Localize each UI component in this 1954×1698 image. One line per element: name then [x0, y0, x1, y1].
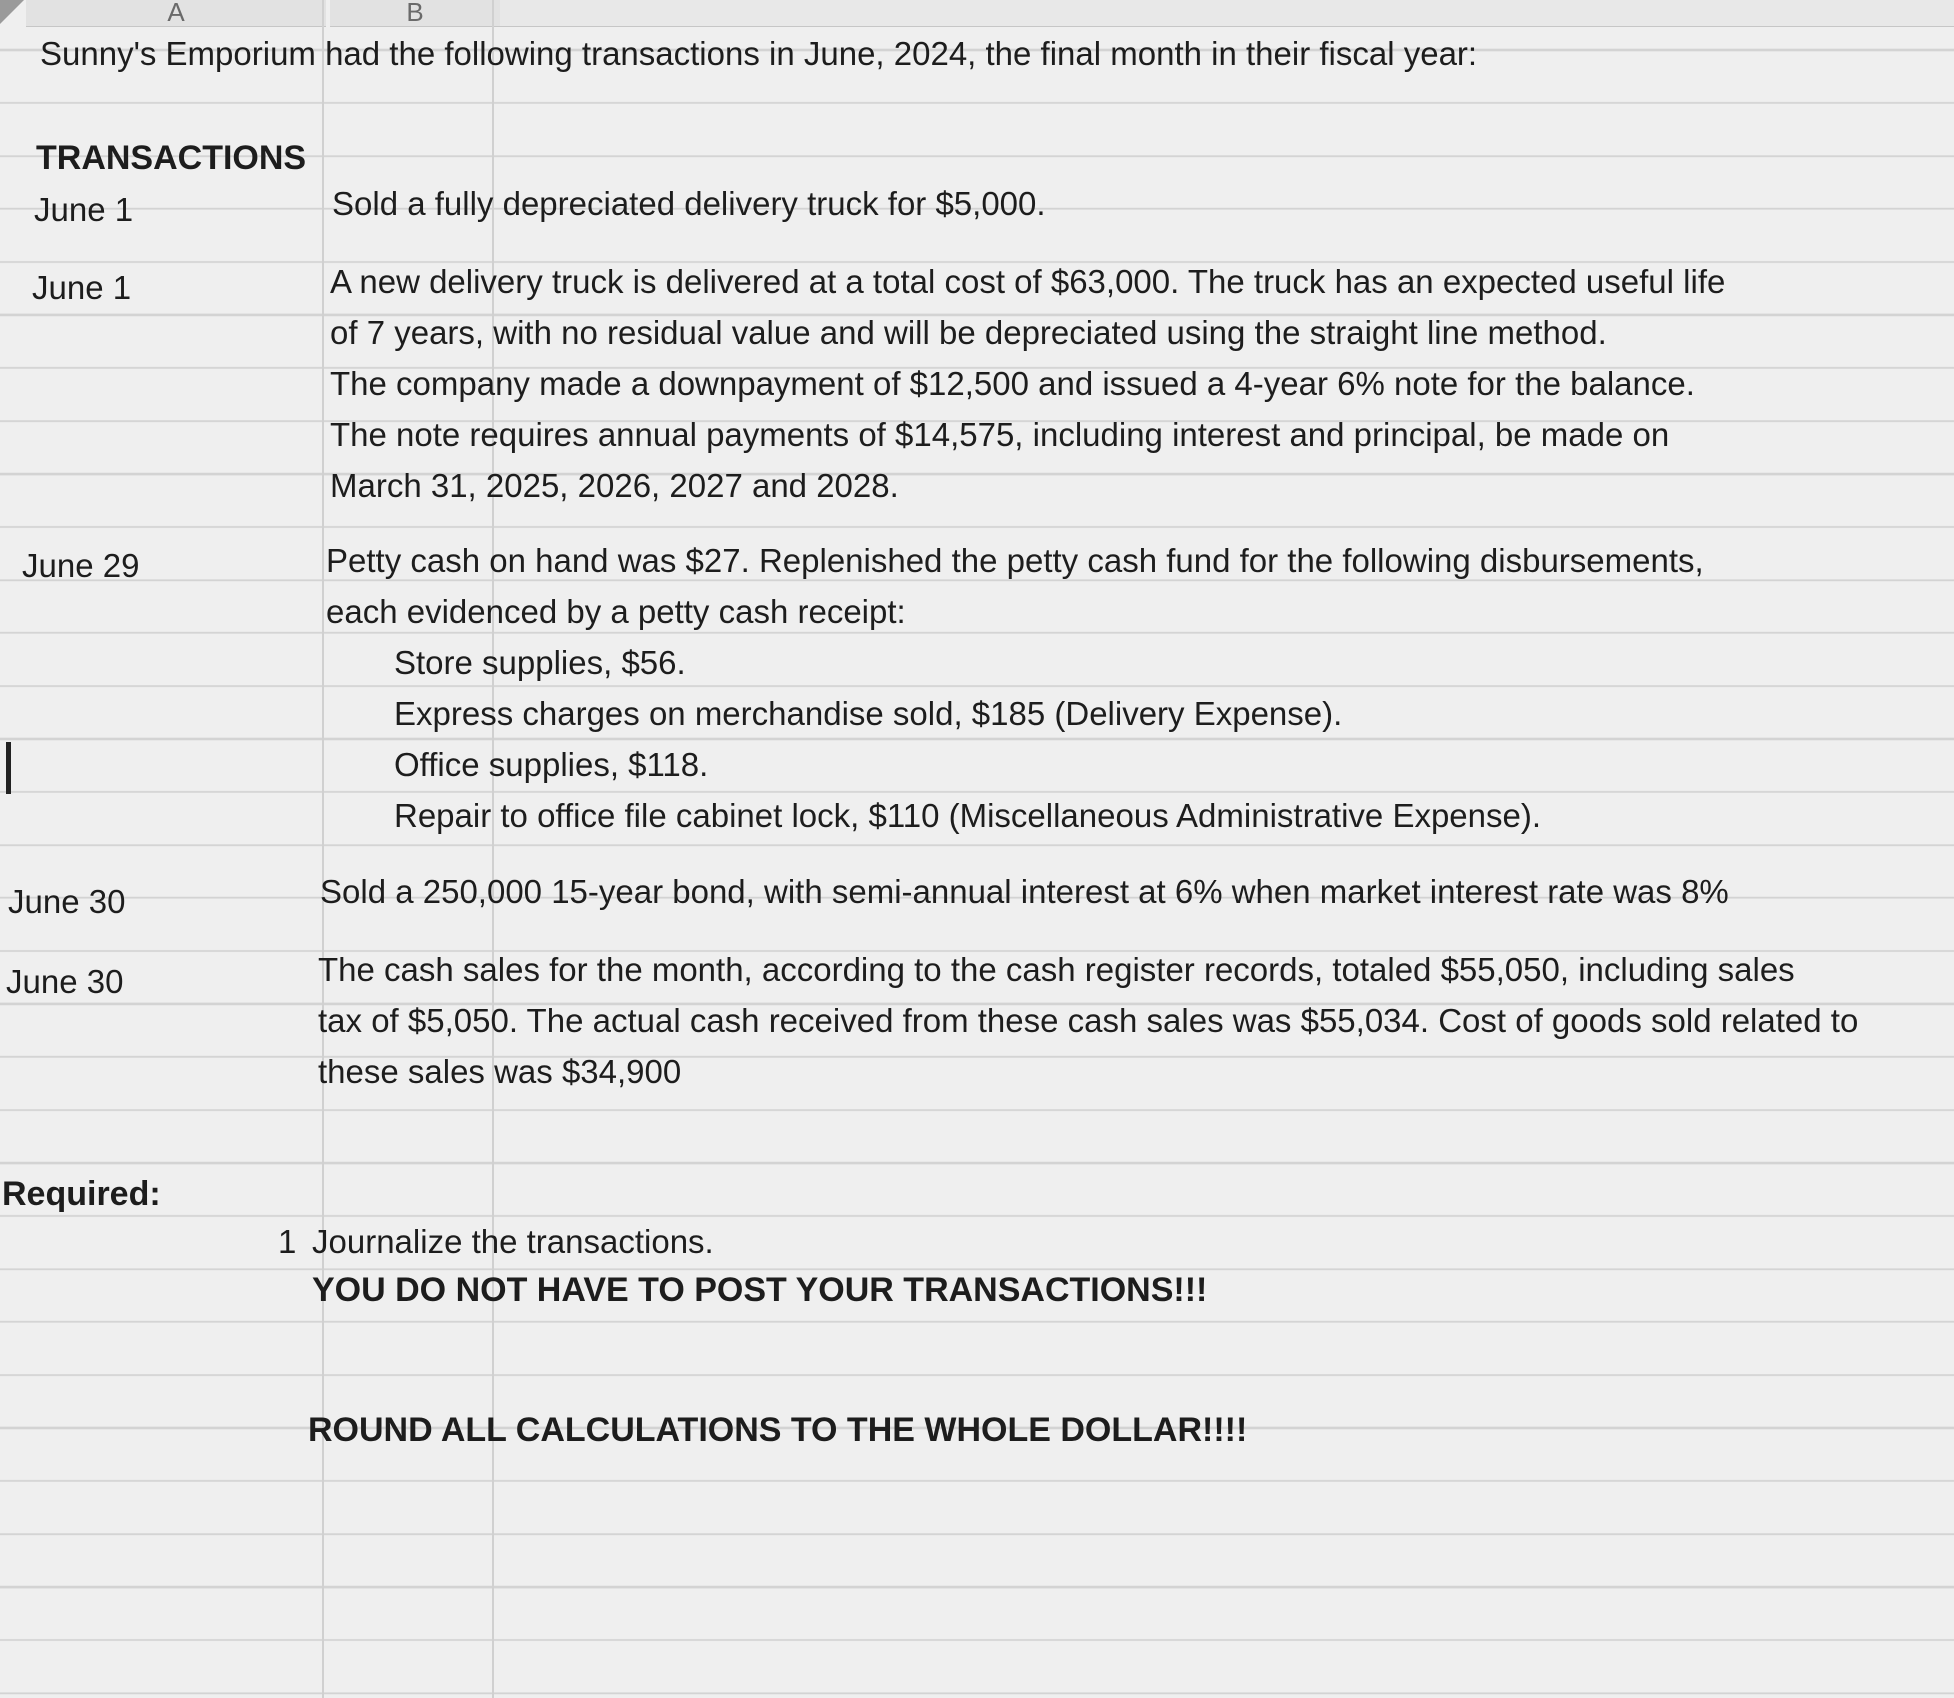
select-all-corner[interactable] [0, 0, 24, 24]
transaction-description [330, 256, 1725, 511]
disbursement-line: Office supplies, $118. [394, 746, 709, 783]
transaction-date: June 30 [6, 963, 124, 1000]
description-line: The note requires annual payments of $14,575, including interest and principal, be made on [330, 416, 1670, 453]
required-item-text: Journalize the transactions. [312, 1223, 714, 1260]
transaction-description [326, 535, 1704, 841]
description-line: March 31, 2025, 2026, 2027 and 2028. [330, 467, 899, 504]
description-line: The company made a downpayment of $12,500 and issued a 4-year 6% note for the balance. [330, 365, 1695, 402]
disbursement-line: Repair to office file cabinet lock, $110 (Miscellaneous Administrative Expense). [394, 797, 1542, 834]
description-line: The cash sales for the month, according to the cash register records, totaled $55,050, including sales [318, 951, 1795, 988]
required-item-number: 1 [278, 1223, 297, 1260]
intro-text: Sunny's Emporium had the following transactions in June, 2024, the final month in their fiscal year: [40, 35, 1478, 72]
rounding-note: ROUND ALL CALCULATIONS TO THE WHOLE DOLLAR!!!! [308, 1411, 1248, 1449]
transaction-description [332, 178, 1046, 229]
description-line: Sold a fully depreciated delivery truck for $5,000. [332, 185, 1046, 222]
description-line: these sales was $34,900 [318, 1053, 682, 1090]
column-label-b: B [406, 0, 424, 27]
column-header-a[interactable] [26, 0, 326, 27]
description-line: of 7 years, with no residual value and will be depreciated using the straight line method. [330, 314, 1607, 351]
transaction-date: June 30 [8, 883, 126, 920]
disbursement-line: Store supplies, $56. [394, 644, 686, 681]
transaction-date: June 1 [32, 269, 132, 306]
transaction-description [320, 866, 1729, 917]
description-line: Petty cash on hand was $27. Replenished the petty cash fund for the following disbursements, [326, 542, 1704, 579]
transactions-heading: TRANSACTIONS [36, 139, 307, 177]
cell-cursor [6, 742, 11, 794]
description-line: tax of $5,050. The actual cash received from these cash sales was $55,034. Cost of goods sold related to [318, 1002, 1859, 1039]
column-header-rest [500, 0, 1954, 27]
column-label-a: A [167, 0, 185, 27]
transaction-date: June 1 [34, 191, 134, 228]
post-transactions-note: YOU DO NOT HAVE TO POST YOUR TRANSACTIONS!!! [312, 1271, 1208, 1309]
disbursement-line: Express charges on merchandise sold, $185 (Delivery Expense). [394, 695, 1343, 732]
description-line: A new delivery truck is delivered at a total cost of $63,000. The truck has an expected useful life [330, 263, 1726, 300]
required-label: Required: [2, 1175, 161, 1213]
description-line: Sold a 250,000 15-year bond, with semi-annual interest at 6% when market interest rate was 8% [320, 873, 1729, 910]
description-line: each evidenced by a petty cash receipt: [326, 593, 906, 630]
transaction-date: June 29 [22, 547, 140, 584]
column-header-b[interactable] [330, 0, 500, 27]
transaction-description [318, 944, 1858, 1097]
